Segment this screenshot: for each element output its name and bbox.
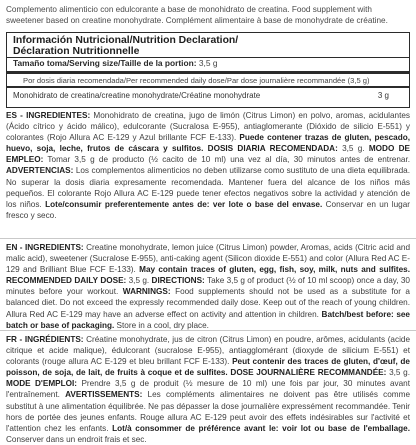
section-en: [6, 242, 410, 331]
intro-text: Complemento alimenticio con edulcorante a base de monohidrato de creatina. Food supplement with sweetener based on creatine monohydrate. Complément alimentaire à base de monohydrate de créatine.: [6, 5, 388, 25]
fr-warnings-text: Les compléments alimentaires ne doivent pas être utilisés comme substitut à une alimentation équilibrée. Ne pas dépasser la dose journalière expressément recommandée. Tenir hors de portée des jeunes enfants. Rouge allura AC E-129 peut avoir des effets indésirables sur l'activité et l'attention chez les enfants.: [6, 390, 410, 433]
en-allergen-text: May contain traces of gluten, egg, fish, soy, milk, nuts and sulfites. RECOMMENDED DAILY DOSE:: [6, 265, 411, 286]
en-usage-text: Take 3,5 g of product (½ of 10 ml scoop) once a day, 30 minutes before your workout.: [6, 276, 410, 297]
nutrient-label: Monohidrato de creatina/creatine monohydrate/Créatine monohydrate: [13, 91, 261, 100]
es-usage-text: Tomar 3,5 g de producto (½ cacito de 10 ml) una vez al día, 30 minutos antes de entrenar.: [43, 155, 410, 165]
serving-size-label: Tamaño toma/Serving size/Taille de la portion:: [13, 58, 197, 68]
nutrition-title: [13, 35, 405, 57]
es-lot-text: Lote/consumir preferentemente antes de: ver lote o base del envase.: [45, 199, 323, 209]
nutrition-heavy-divider: [7, 71, 409, 74]
fr-lot-text: Lot/à consommer de préférence avant le: voir lot ou base de l'emballage.: [112, 423, 410, 433]
fr-usage-heading: MODE D'EMPLOI:: [6, 379, 77, 389]
fr-allergen-text: Peut contenir des traces de gluten, d'œuf, de poisson, de soja, de lait, de fruits à coque et de sulfites. DOSE JOURNALIÈRE RECOMMANDÉE:: [6, 357, 410, 378]
en-lot-text: Batch/best before: see batch or base of packaging.: [6, 309, 410, 330]
fr-warnings-heading: AVERTISSEMENTS:: [65, 390, 143, 400]
es-usage-heading: MODO DE EMPLEO:: [6, 144, 410, 165]
section-separator-2: [0, 330, 416, 331]
es-ingredients-heading: ES - INGREDIENTES:: [6, 111, 91, 120]
per-daily-dose-header: Por dosis diaria recomendada/Per recommended daily dose/Par dose journalière recommandée (3,5 g): [23, 76, 370, 85]
en-storage-text: Store in a cool, dry place.: [114, 320, 209, 330]
fr-ingredients-heading: FR - INGRÉDIENTS:: [6, 335, 84, 344]
fr-storage-text: Conserver dans un endroit frais et sec.: [6, 434, 147, 444]
nutrient-amount: 3 g: [377, 91, 389, 100]
en-ingredients-heading: EN - INGREDIENTS:: [6, 243, 84, 252]
nutrition-declaration-table: [6, 32, 410, 108]
section-fr: [6, 334, 410, 445]
section-es: [6, 110, 410, 221]
fr-ingredients-text: Créatine monohydrate, jus de citron (Citrus Limon) en poudre, arômes, acidulants (acide citrique et acide malique), édulcorant (sucralose E-955), antiagglomérant (dioxyde de silicium E-551) et colorants (rouge allura AC E-129 et bleu brillant FCF E-133).: [6, 335, 411, 367]
serving-size-value: 3,5 g: [198, 58, 218, 68]
fr-usage-text: Prendre 3,5 g de produit (½ mesure de 10 ml) une fois par jour, 30 minutes avant l'entraînement.: [6, 379, 410, 400]
en-warnings-heading: WARNINGS:: [122, 287, 171, 297]
es-warnings-heading: ADVERTENCIAS:: [6, 166, 74, 176]
nutrition-title-line1: Información Nutricional/Nutrition Declaration/: [13, 35, 239, 46]
section-separator-1: [0, 238, 416, 239]
es-dose-text: 3,5 g.: [337, 144, 369, 154]
en-warnings-text: Food supplements should not be used as a substitute for a balanced diet. Do not exceed the expressly recommended daily dose. Keep out of the reach of young children. Allura Red AC E-129 may have an adverse effect on activity and attention in children.: [6, 287, 410, 319]
es-storage-text: Conservar en un lugar fresco y seco.: [6, 199, 410, 220]
en-usage-heading: DIRECTIONS:: [151, 276, 205, 286]
en-dose-text: 3,5 g.: [126, 276, 152, 286]
nutrition-divider-2: [7, 86, 409, 88]
nutrient-row-creatine: [13, 90, 409, 102]
en-ingredients-text: Creatine monohydrate, lemon juice (Citrus Limon) powder, Aromas, acids (Citric acid and malic acid), sweetener (Sucralose E-955), anti-caking agent (Silicon dioxide E-551) and color (Allura Red AC E-129 and Brilliant Blue FCF E-133).: [6, 243, 410, 275]
es-allergen-text: Puede contener trazas de gluten, pescado, huevo, soja, leche, frutos de cáscara y sulfitos. DOSIS DIARIA RECOMENDADA:: [6, 133, 411, 154]
es-warnings-text: Los complementos alimenticios no deben utilizarse como sustituto de una dieta equilibrada. No superar la dosis diaria expresamente recomendada. Mantener fuera del alcance de los niños más pequeños. El colorante Rojo Allura AC E-129 puede tener efectos negativos sobre la actividad y atención de los niños.: [6, 166, 410, 209]
serving-size: [13, 58, 217, 69]
es-ingredients-text: Monohidrato de creatina, jugo de limón (Citrus Limon) en polvo, aromas, acidulantes (Ácido cítrico y ácido málico), edulcorante (Sucralosa E-955), antiaglomerante (Dióxido de silicio E-551) y colorantes (Rojo Allura AC E-129 y Azul brillante FCF E-133).: [6, 111, 411, 143]
nutrition-title-line2: Déclaration Nutritionnelle: [13, 46, 140, 57]
fr-dose-text: 3,5 g.: [386, 368, 410, 378]
